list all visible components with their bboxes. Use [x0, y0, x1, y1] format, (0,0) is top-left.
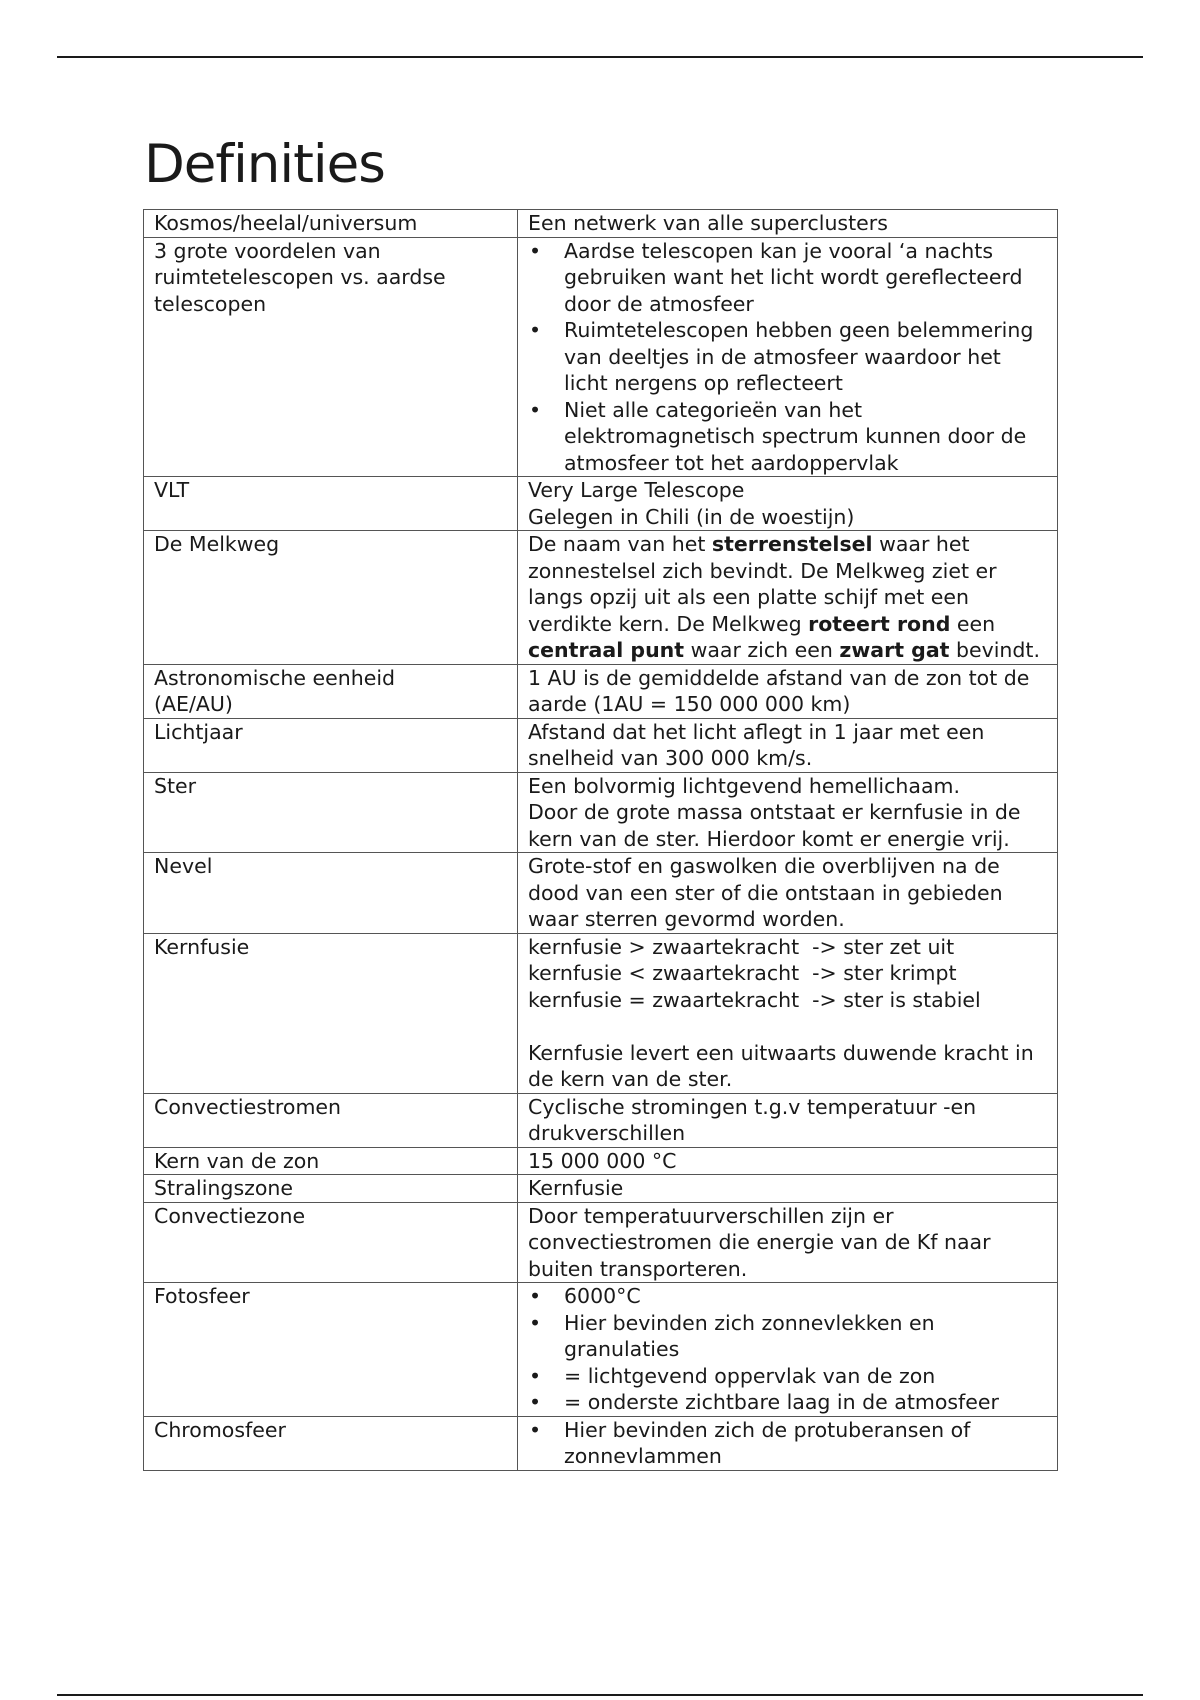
list-item: • Hier bevinden zich de protuberansen of zonnevlammen	[528, 1417, 1047, 1470]
list-item: • = lichtgevend oppervlak van de zon	[528, 1363, 1047, 1390]
definition-cell	[518, 1416, 1058, 1470]
term-cell: Kosmos/heelal/universum	[144, 210, 518, 238]
table-row	[144, 1093, 1058, 1147]
list-item: • Aardse telescopen kan je vooral ‘a nachts gebruiken want het licht wordt gereflecteerd door de atmosfeer	[528, 238, 1047, 318]
table-row	[144, 477, 1058, 531]
term-cell: Kern van de zon	[144, 1147, 518, 1175]
table-row	[144, 1175, 1058, 1203]
definition-cell: Afstand dat het licht aflegt in 1 jaar met een snelheid van 300 000 km/s.	[518, 718, 1058, 772]
list-item: • Niet alle categorieën van het elektromagnetisch spectrum kunnen door de atmosfeer tot het aardoppervlak	[528, 397, 1047, 477]
definition-cell: Grote-stof en gaswolken die overblijven na de dood van een ster of die ontstaan in gebieden waar sterren gevormd worden.	[518, 853, 1058, 934]
list-item: • Hier bevinden zich zonnevlekken en granulaties	[528, 1310, 1047, 1363]
table-row	[144, 1147, 1058, 1175]
list-item: • 6000°C	[528, 1283, 1047, 1310]
definition-cell	[518, 237, 1058, 477]
definition-cell: 15 000 000 °C	[518, 1147, 1058, 1175]
table-row	[144, 1283, 1058, 1417]
bullet-list	[528, 1417, 1047, 1470]
bullet-list	[528, 1283, 1047, 1416]
bullet-list	[528, 238, 1047, 477]
definitions-table	[143, 209, 1058, 1471]
footer-rule	[57, 1694, 1143, 1696]
table-row	[144, 853, 1058, 934]
term-cell: Nevel	[144, 853, 518, 934]
spacer	[528, 1013, 1047, 1040]
table-row	[144, 210, 1058, 238]
term-cell: De Melkweg	[144, 531, 518, 665]
table-row	[144, 933, 1058, 1093]
table-row	[144, 718, 1058, 772]
list-item: • Ruimtetelescopen hebben geen belemmering van deeltjes in de atmosfeer waardoor het licht nergens op reflecteert	[528, 317, 1047, 397]
term-cell: Convectiezone	[144, 1202, 518, 1283]
definition-cell: kernfusie > zwaartekracht -> ster zet uit kernfusie < zwaartekracht -> ster krimpt kernfusie = zwaartekracht -> ster is stabiel Kernfusie levert een uitwaarts duwende kracht in de kern van de ster.	[518, 933, 1058, 1093]
definition-cell: Door temperatuurverschillen zijn er convectiestromen die energie van de Kf naar buiten transporteren.	[518, 1202, 1058, 1283]
term-cell: Fotosfeer	[144, 1283, 518, 1417]
table-row	[144, 772, 1058, 853]
term-cell: Kernfusie	[144, 933, 518, 1093]
definition-cell: Very Large Telescope Gelegen in Chili (in de woestijn)	[518, 477, 1058, 531]
definition-cell: Een netwerk van alle superclusters	[518, 210, 1058, 238]
term-cell: Convectiestromen	[144, 1093, 518, 1147]
term-cell: Lichtjaar	[144, 718, 518, 772]
definition-cell: Cyclische stromingen t.g.v temperatuur -en drukverschillen	[518, 1093, 1058, 1147]
table-row	[144, 237, 1058, 477]
table-row	[144, 1416, 1058, 1470]
list-item: • = onderste zichtbare laag in de atmosfeer	[528, 1389, 1047, 1416]
table-row	[144, 531, 1058, 665]
term-cell: VLT	[144, 477, 518, 531]
term-cell: Astronomische eenheid (AE/AU)	[144, 664, 518, 718]
term-cell: Chromosfeer	[144, 1416, 518, 1470]
term-cell: 3 grote voordelen van ruimtetelescopen vs. aardse telescopen	[144, 237, 518, 477]
page-title: Definities	[144, 134, 385, 195]
term-cell: Ster	[144, 772, 518, 853]
term-cell: Stralingszone	[144, 1175, 518, 1203]
definition-cell: De naam van het sterrenstelsel waar het zonnestelsel zich bevindt. De Melkweg ziet er langs opzij uit als een platte schijf met een verdikte kern. De Melkweg roteert rond een centraal punt waar zich een zwart gat bevindt.	[518, 531, 1058, 665]
table-row	[144, 1202, 1058, 1283]
table-row	[144, 664, 1058, 718]
definition-cell: Een bolvormig lichtgevend hemellichaam. Door de grote massa ontstaat er kernfusie in de kern van de ster. Hierdoor komt er energie vrij.	[518, 772, 1058, 853]
definition-cell: 1 AU is de gemiddelde afstand van de zon tot de aarde (1AU = 150 000 000 km)	[518, 664, 1058, 718]
definition-cell	[518, 1283, 1058, 1417]
definition-cell: Kernfusie	[518, 1175, 1058, 1203]
header-rule	[57, 56, 1143, 58]
